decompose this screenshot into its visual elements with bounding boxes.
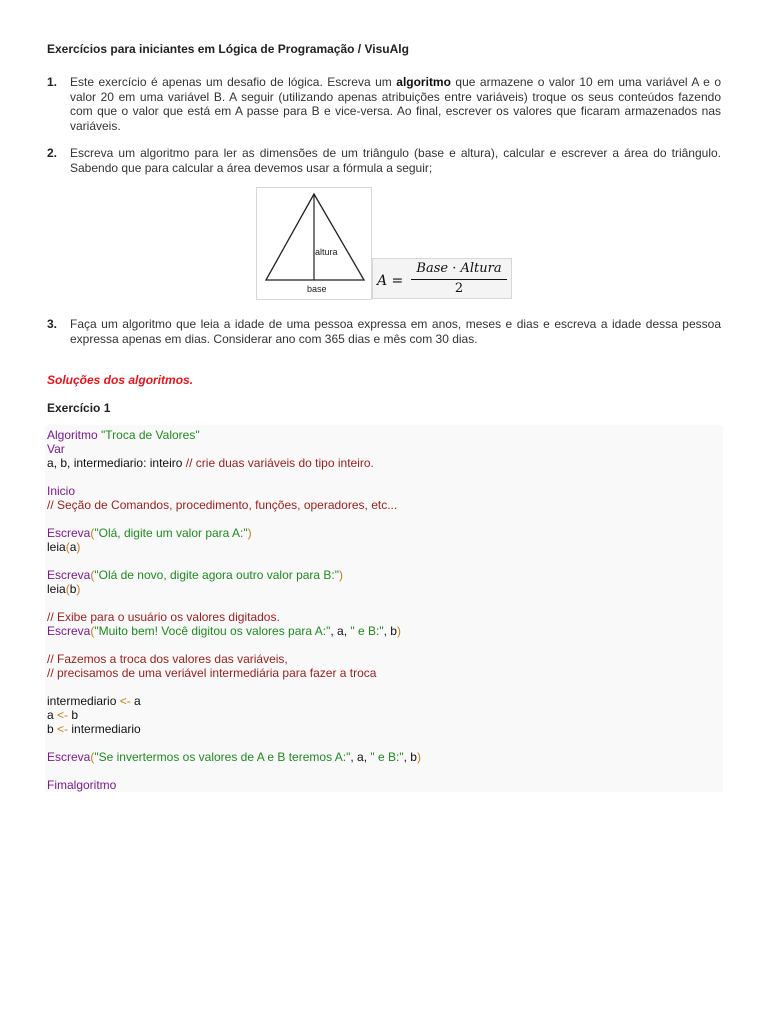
triangle-drawing — [257, 188, 371, 299]
code-string: "Se invertermos os valores de A e B teremos A:" — [94, 750, 351, 764]
code-line — [47, 694, 141, 708]
exercise-3 — [47, 317, 721, 346]
code-function: Escreva — [47, 750, 91, 764]
code-keyword: Algoritmo — [47, 428, 98, 442]
formula-denominator: 2 — [454, 281, 464, 296]
exercise-1-heading: Exercício 1 — [47, 401, 111, 415]
code-comment: // Fazemos a troca dos valores das variáveis, — [47, 652, 288, 666]
altura-label: altura — [315, 247, 338, 257]
code-paren: ( — [90, 526, 95, 540]
code-separator: , — [67, 456, 74, 470]
fraction-bar — [411, 279, 507, 280]
exercise-number: 3. — [47, 317, 58, 331]
code-string: "Muito bem! Você digitou os valores para A:" — [94, 624, 331, 638]
code-comment: // Exibe para o usuário os valores digitados. — [47, 610, 280, 624]
code-comment: // crie duas variáveis do tipo inteiro. — [185, 456, 374, 470]
code-line — [47, 484, 75, 498]
code-variable: a — [130, 694, 141, 708]
code-paren: ) — [339, 568, 344, 582]
code-paren: ( — [65, 582, 70, 596]
code-variable: b — [390, 624, 397, 638]
code-line — [47, 428, 200, 442]
code-separator: , — [53, 456, 61, 470]
exercise-text — [70, 75, 721, 133]
code-separator: , — [363, 750, 371, 764]
code-paren: ( — [65, 540, 70, 554]
exercise-text-bold: algoritmo — [396, 75, 451, 89]
code-line — [47, 456, 374, 470]
code-line — [47, 442, 65, 456]
code-separator: , — [403, 750, 411, 764]
code-variable: b — [60, 456, 68, 470]
code-variable: b — [68, 708, 79, 722]
code-line — [47, 708, 78, 722]
code-comment: // precisamos de uma veriável intermediária para fazer a troca — [47, 666, 377, 680]
code-variable: a — [69, 540, 77, 554]
code-variable: intermediario — [73, 456, 144, 470]
code-operator: <- — [119, 694, 131, 708]
code-line — [47, 722, 141, 736]
code-variable: a — [337, 624, 344, 638]
code-string: "Olá, digite um valor para A:" — [94, 526, 248, 540]
base-label: base — [307, 284, 327, 294]
code-function: Escreva — [47, 568, 91, 582]
code-operator: <- — [57, 722, 69, 736]
code-paren: ( — [90, 624, 95, 638]
code-line — [47, 582, 80, 596]
triangle-shape — [266, 194, 364, 280]
solutions-heading: Soluções dos algoritmos. — [47, 373, 194, 387]
code-variable: b — [47, 722, 58, 736]
code-comment: // Seção de Comandos, procedimento, funções, operadores, etc... — [47, 498, 398, 512]
code-type: : inteiro — [143, 456, 186, 470]
document-title: Exercícios para iniciantes em Lógica de Programação / VisuAlg — [47, 42, 409, 56]
code-line — [47, 666, 376, 680]
code-variable: b — [410, 750, 417, 764]
code-variable: intermediario — [68, 722, 141, 736]
exercise-text-part: Este exercício é apenas um desafio de lógica. Escreva um — [70, 75, 397, 89]
code-separator: , — [343, 624, 351, 638]
code-string: " e B:" — [370, 750, 404, 764]
exercise-number: 1. — [47, 75, 58, 89]
exercise-1 — [47, 75, 721, 133]
code-line — [47, 498, 397, 512]
code-paren: ) — [76, 540, 81, 554]
code-keyword: Var — [47, 442, 65, 456]
exercise-text-part: que armazene o valor 10 em uma variável A e o valor 20 em uma variável B. A seguir (utilizando apenas atribuições entre variáveis) troque os seus conteúdos fazendo com que o valor que está em A passe para B e vice-versa. Ao final, escrever os valores que ficaram armazenados nas variáveis. — [70, 75, 721, 133]
code-line — [47, 568, 343, 582]
code-function: Escreva — [47, 526, 91, 540]
area-formula — [372, 258, 512, 299]
code-line — [47, 610, 280, 624]
formula-numerator: Base · Altura — [416, 261, 502, 276]
code-line — [47, 624, 401, 638]
code-keyword: Inicio — [47, 484, 76, 498]
code-operator: <- — [57, 708, 69, 722]
exercise-2 — [47, 146, 721, 175]
code-variable: a — [47, 708, 58, 722]
code-variable: intermediario — [47, 694, 120, 708]
code-paren: ) — [416, 750, 421, 764]
code-paren: ) — [396, 624, 401, 638]
code-string: " e B:" — [350, 624, 384, 638]
code-string: "Troca de Valores" — [101, 428, 200, 442]
code-variable: b — [69, 582, 77, 596]
code-string: "Olá de novo, digite agora outro valor para B:" — [94, 568, 340, 582]
code-separator: , — [350, 750, 358, 764]
code-paren: ( — [90, 568, 95, 582]
code-variable: a — [357, 750, 364, 764]
code-function: Escreva — [47, 624, 91, 638]
code-line — [47, 652, 288, 666]
code-paren: ) — [247, 526, 252, 540]
code-line — [47, 750, 421, 764]
code-separator: , — [330, 624, 338, 638]
code-function: leia — [47, 582, 66, 596]
code-line — [47, 540, 80, 554]
formula-lhs: A = — [377, 273, 404, 289]
code-block — [45, 425, 723, 792]
exercise-text: Faça um algoritmo que leia a idade de uma pessoa expressa em anos, meses e dias e escreva a idade dessa pessoa expressa apenas em dias. Considerar ano com 365 dias e mês com 30 dias. — [70, 317, 721, 346]
exercise-text: Escreva um algoritmo para ler as dimensões de um triângulo (base e altura), calcular e escrever a área do triângulo. Sabendo que para calcular a área devemos usar a fórmula a seguir; — [70, 146, 721, 175]
code-paren: ( — [90, 750, 95, 764]
code-keyword: Fimalgoritmo — [47, 778, 117, 792]
code-paren: ) — [76, 582, 81, 596]
code-function: leia — [47, 540, 66, 554]
exercise-number: 2. — [47, 146, 58, 160]
code-line — [47, 778, 116, 792]
code-separator: , — [383, 624, 391, 638]
code-line — [47, 526, 252, 540]
triangle-diagram — [256, 187, 372, 300]
code-variable: a — [47, 456, 54, 470]
